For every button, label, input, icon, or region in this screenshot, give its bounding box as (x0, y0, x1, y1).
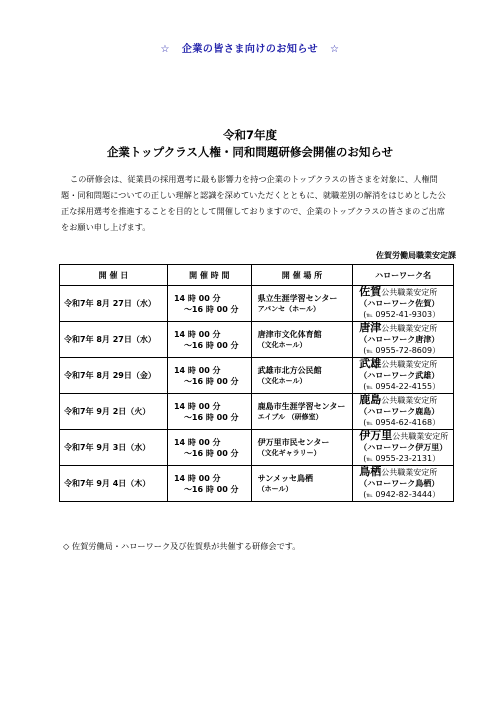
cell-hellowork (353, 286, 454, 322)
cell-hellowork (353, 358, 454, 394)
office-type: 公共職業安定所 (381, 396, 438, 405)
tel-icon: ℡ (366, 348, 373, 355)
cell-date: 令和7年 9月 2日（火） (60, 394, 168, 430)
table-header-row (60, 265, 454, 286)
cell-hellowork (353, 394, 454, 430)
office-type: 公共職業安定所 (392, 432, 449, 441)
tel-icon: ℡ (366, 492, 373, 499)
star-icon: ☆ (160, 44, 170, 55)
phone-number: (℡ 0942-82-3444） (363, 490, 441, 499)
table-row (60, 394, 454, 430)
star-icon: ☆ (330, 44, 340, 55)
office-city: 鹿島 (359, 393, 382, 406)
header-hellowork: ハローワーク名 (353, 265, 454, 286)
tel-icon: ℡ (366, 384, 373, 391)
intro-paragraph (61, 171, 453, 235)
tel-value: 0954-62-4168） (375, 418, 441, 427)
table-row (60, 322, 454, 358)
venue-sub: （文化ホール） (257, 340, 307, 349)
venue-sub: （文化ホール） (257, 376, 307, 385)
hellowork-name: （ハローワーク鹿島） (359, 407, 440, 416)
tel-value: 0955-23-2131） (375, 454, 441, 463)
phone-number: (℡ 0955-72-8609） (363, 346, 441, 355)
cell-time (167, 394, 251, 430)
venue-name: 鹿島市生涯学習センター (257, 401, 346, 411)
cell-hellowork (353, 322, 454, 358)
office-type: 公共職業安定所 (381, 324, 438, 333)
office-city: 鳥栖 (359, 465, 382, 478)
cell-date: 令和7年 8月 27日（水） (60, 322, 168, 358)
hellowork-name: （ハローワーク伊万里） (359, 443, 448, 452)
cell-venue (251, 358, 353, 394)
venue-name: サンメッセ鳥栖 (257, 473, 314, 483)
office-city: 佐賀 (359, 285, 382, 298)
venue-sub: アバンセ（ホール） (257, 304, 320, 313)
header-venue: 開 催 場 所 (251, 265, 353, 286)
header-date: 開 催 日 (60, 265, 168, 286)
page-title: 企業トップクラス人権・同和問題研修会開催のお知らせ (106, 145, 394, 159)
phone-number: (℡ 0955-23-2131） (363, 454, 441, 463)
cell-time (167, 286, 251, 322)
cell-venue (251, 322, 353, 358)
time-end: ～16 時 00 分 (183, 448, 239, 458)
cell-time (167, 322, 251, 358)
phone-number: (℡ 0954-62-4168） (363, 418, 441, 427)
office-city: 唐津 (359, 321, 382, 334)
table-row (60, 358, 454, 394)
time-start: 14 時 00 分 (173, 473, 221, 483)
office-city: 伊万里 (359, 429, 393, 442)
cell-time (167, 466, 251, 502)
venue-sub: （文化ギャラリー） (257, 448, 321, 457)
cell-date: 令和7年 9月 3日（水） (60, 430, 168, 466)
venue-name: 伊万里市民センター (257, 437, 330, 447)
time-start: 14 時 00 分 (173, 401, 221, 411)
tel-value: 0952-41-9303） (375, 310, 441, 319)
time-start: 14 時 00 分 (173, 329, 221, 339)
notice-banner (0, 40, 500, 55)
time-start: 14 時 00 分 (173, 293, 221, 303)
phone-number: (℡ 0954-22-4155） (363, 382, 441, 391)
table-row (60, 286, 454, 322)
hellowork-name: （ハローワーク武雄） (359, 371, 440, 380)
time-end: ～16 時 00 分 (183, 376, 239, 386)
cell-venue (251, 286, 353, 322)
cell-date: 令和7年 9月 4日（木） (60, 466, 168, 502)
tel-value: 0955-72-8609） (375, 346, 441, 355)
hellowork-name: （ハローワーク鳥栖） (359, 479, 440, 488)
cell-date: 令和7年 8月 29日（金） (60, 358, 168, 394)
time-end: ～16 時 00 分 (183, 412, 239, 422)
table-row (60, 466, 454, 502)
venue-name: 武雄市北方公民館 (257, 365, 322, 375)
venue-sub: （ホール） (257, 484, 293, 493)
time-end: ～16 時 00 分 (183, 484, 239, 494)
tel-value: 0954-22-4155） (375, 382, 441, 391)
title-year: 令和7年度 (222, 128, 277, 142)
venue-name: 唐津市文化体育館 (257, 329, 322, 339)
venue-sub: エイブル （研修室） (257, 412, 323, 421)
footnote: ◇ 佐賀労働局・ハローワーク及び佐賀県が共催する研修会です。 (63, 541, 301, 551)
notice-text: 企業の皆さま向けのお知らせ (181, 44, 319, 55)
office-type: 公共職業安定所 (381, 288, 438, 297)
time-start: 14 時 00 分 (173, 437, 221, 447)
tel-icon: ℡ (366, 312, 373, 319)
cell-hellowork (353, 430, 454, 466)
phone-number: (℡ 0952-41-9303） (363, 310, 441, 319)
time-end: ～16 時 00 分 (183, 340, 239, 350)
hellowork-name: （ハローワーク佐賀） (359, 299, 440, 308)
issuer: 佐賀労働局職業安定課 (376, 251, 456, 260)
office-city: 武雄 (359, 357, 382, 370)
table-row (60, 430, 454, 466)
time-end: ～16 時 00 分 (183, 304, 239, 314)
office-type: 公共職業安定所 (381, 468, 438, 477)
cell-date: 令和7年 8月 27日（水） (60, 286, 168, 322)
schedule-table (59, 264, 454, 502)
intro-text: この研修会は、従業員の採用選考に最も影響力を持つ企業のトップクラスの皆さまを対象に、人権問題・同和問題についての正しい理解と認識を深めていただくとともに、就職差別の解消をはじめとした公正な採用選考を推進することを目的として開催しておりますので、企業のトップクラスの皆さまのご出席をお願い申し上げます。 (61, 174, 446, 232)
time-start: 14 時 00 分 (173, 365, 221, 375)
office-type: 公共職業安定所 (381, 360, 438, 369)
cell-time (167, 430, 251, 466)
tel-icon: ℡ (366, 420, 373, 427)
tel-icon: ℡ (366, 456, 373, 463)
cell-hellowork (353, 466, 454, 502)
cell-venue (251, 466, 353, 502)
cell-venue (251, 430, 353, 466)
cell-venue (251, 394, 353, 430)
tel-value: 0942-82-3444） (375, 490, 441, 499)
hellowork-name: （ハローワーク唐津） (359, 335, 440, 344)
venue-name: 県立生涯学習センター (257, 293, 338, 303)
header-time: 開 催 時 間 (167, 265, 251, 286)
cell-time (167, 358, 251, 394)
